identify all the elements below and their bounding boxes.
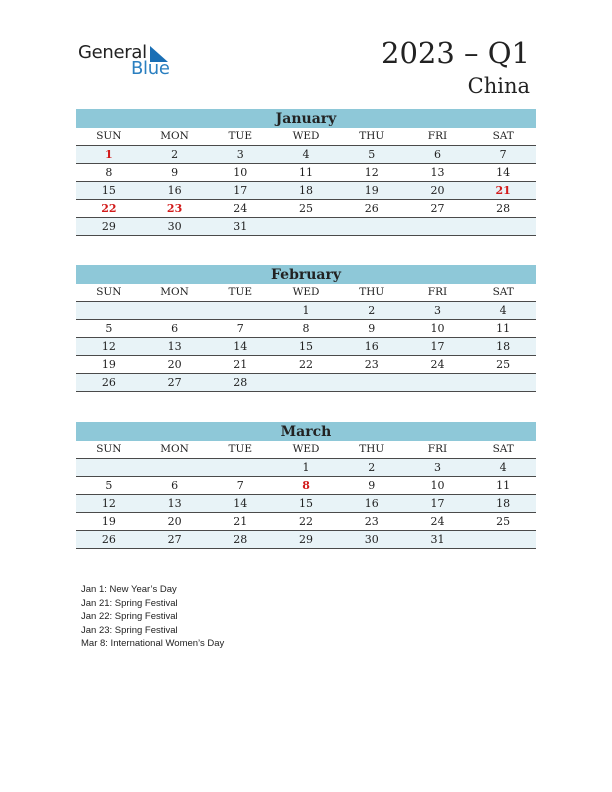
week-row [76,146,536,164]
day-cell: 26 [364,202,379,215]
day-cell [273,374,339,391]
day-cell: 19 [364,184,379,197]
holiday-note: Jan 21: Spring Festival [81,597,178,609]
week-row [76,338,536,356]
day-cell [142,302,208,319]
logo-general-text: General [78,42,147,63]
day-cell: 24 [233,202,248,215]
day-cell: 22 [299,515,314,528]
day-cell: 11 [496,479,511,492]
day-cell: 17 [430,497,445,510]
day-cell: 2 [171,148,179,161]
day-cell: 6 [171,479,179,492]
weekday-label: MON [160,443,189,455]
day-cell: 5 [105,479,113,492]
week-row [76,320,536,338]
day-cell: 4 [499,461,507,474]
day-cell [207,302,273,319]
weekday-label: TUE [228,286,253,298]
day-cell: 10 [233,166,248,179]
day-cell: 15 [101,184,116,197]
day-cell [142,459,208,476]
day-cell: 2 [368,304,376,317]
week-row [76,459,536,477]
day-cell: 23 [364,515,379,528]
weekday-label: THU [359,130,385,142]
day-cell: 11 [299,166,314,179]
weekday-label: WED [292,130,320,142]
day-cell: 8 [302,322,310,335]
weekday-header-row [76,284,536,302]
weekday-label: WED [292,443,320,455]
day-cell [405,218,471,235]
day-cell: 3 [433,304,441,317]
day-cell: 4 [302,148,310,161]
day-cell: 23 [364,358,379,371]
day-cell: 18 [496,340,511,353]
day-cell: 29 [101,220,116,233]
day-cell: 31 [430,533,445,546]
day-cell [339,218,405,235]
day-cell: 9 [368,322,376,335]
weekday-header-row [76,128,536,146]
day-cell: 6 [171,322,179,335]
holiday-day-cell: 22 [101,202,117,215]
weekday-label: MON [160,286,189,298]
week-row [76,164,536,182]
weekday-header-row [76,441,536,459]
day-cell: 11 [496,322,511,335]
week-row [76,356,536,374]
weekday-label: FRI [427,286,448,298]
day-cell [76,302,142,319]
weekday-label: SAT [492,286,514,298]
day-cell: 31 [233,220,248,233]
day-cell: 28 [496,202,511,215]
day-cell [339,374,405,391]
page-title: 2023 – Q1 [381,36,530,70]
day-cell [470,374,536,391]
week-row [76,218,536,236]
day-cell: 25 [496,515,511,528]
day-cell: 25 [496,358,511,371]
day-cell: 28 [233,533,248,546]
day-cell: 14 [233,340,248,353]
day-cell: 27 [167,376,182,389]
day-cell: 22 [299,358,314,371]
holiday-note: Jan 22: Spring Festival [81,611,178,622]
day-cell: 27 [167,533,182,546]
holiday-day-cell: 8 [302,479,310,492]
month-name: January [76,109,536,128]
week-row [76,374,536,392]
holiday-day-cell: 21 [495,184,511,197]
weekday-label: SUN [96,130,122,142]
day-cell: 14 [233,497,248,510]
weekday-label: FRI [427,443,448,455]
day-cell: 4 [499,304,507,317]
day-cell [470,218,536,235]
day-cell: 15 [299,497,314,510]
holiday-day-cell: 1 [105,148,113,161]
day-cell: 19 [101,515,116,528]
day-cell: 13 [167,340,182,353]
day-cell: 7 [499,148,507,161]
day-cell: 30 [364,533,379,546]
weekday-label: THU [359,443,385,455]
day-cell: 15 [299,340,314,353]
weekday-label: SUN [96,286,122,298]
day-cell: 10 [430,479,445,492]
day-cell: 24 [430,515,445,528]
holiday-day-cell: 23 [166,202,183,215]
month-calendar-february [76,265,536,392]
day-cell: 9 [368,479,376,492]
day-cell: 3 [433,461,441,474]
day-cell: 6 [433,148,441,161]
weekday-label: WED [292,286,320,298]
week-row [76,495,536,513]
day-cell: 24 [430,358,445,371]
weekday-label: SAT [492,130,514,142]
weekday-label: TUE [228,130,253,142]
day-cell [273,218,339,235]
day-cell: 12 [101,497,116,510]
weekday-label: SAT [492,443,514,455]
day-cell: 7 [236,479,244,492]
day-cell: 5 [368,148,376,161]
day-cell: 3 [236,148,244,161]
day-cell: 19 [101,358,116,371]
day-cell: 20 [167,358,182,371]
day-cell [76,459,142,476]
day-cell [405,374,471,391]
country-name: China [467,74,530,98]
day-cell: 5 [105,322,113,335]
weekday-label: TUE [228,443,253,455]
day-cell: 30 [167,220,182,233]
day-cell: 25 [299,202,314,215]
day-cell: 16 [364,497,379,510]
holiday-note: Jan 23: Spring Festival [81,624,178,636]
day-cell: 21 [233,515,248,528]
day-cell: 20 [430,184,445,197]
holiday-note: Mar 8: International Women’s Day [81,638,225,649]
month-name: March [76,422,536,441]
month-name: February [76,265,536,284]
holiday-notes [81,583,224,651]
day-cell: 16 [364,340,379,353]
day-cell: 10 [430,322,445,335]
day-cell: 12 [101,340,116,353]
holiday-note: Jan 1: New Year’s Day [81,584,177,595]
day-cell: 13 [430,166,445,179]
month-calendar-january [76,109,536,236]
logo-blue-text: Blue [131,58,170,79]
month-calendar-march [76,422,536,549]
week-row [76,200,536,218]
day-cell: 26 [101,376,116,389]
day-cell [207,459,273,476]
weekday-label: FRI [427,130,448,142]
day-cell: 13 [167,497,182,510]
day-cell: 29 [299,533,314,546]
day-cell: 18 [299,184,314,197]
week-row [76,531,536,549]
day-cell: 27 [430,202,445,215]
day-cell: 8 [105,166,113,179]
day-cell: 9 [171,166,179,179]
weekday-label: THU [359,286,385,298]
day-cell: 12 [364,166,379,179]
day-cell: 14 [496,166,511,179]
day-cell: 2 [368,461,376,474]
week-row [76,477,536,495]
day-cell: 20 [167,515,182,528]
day-cell: 16 [167,184,182,197]
day-cell: 18 [496,497,511,510]
weekday-label: SUN [96,443,122,455]
day-cell: 21 [233,358,248,371]
week-row [76,302,536,320]
weekday-label: MON [160,130,189,142]
day-cell: 17 [233,184,248,197]
week-row [76,513,536,531]
day-cell: 26 [101,533,116,546]
day-cell: 28 [233,376,248,389]
day-cell: 1 [302,304,310,317]
week-row [76,182,536,200]
day-cell: 7 [236,322,244,335]
day-cell: 17 [430,340,445,353]
day-cell [470,531,536,548]
day-cell: 1 [302,461,310,474]
